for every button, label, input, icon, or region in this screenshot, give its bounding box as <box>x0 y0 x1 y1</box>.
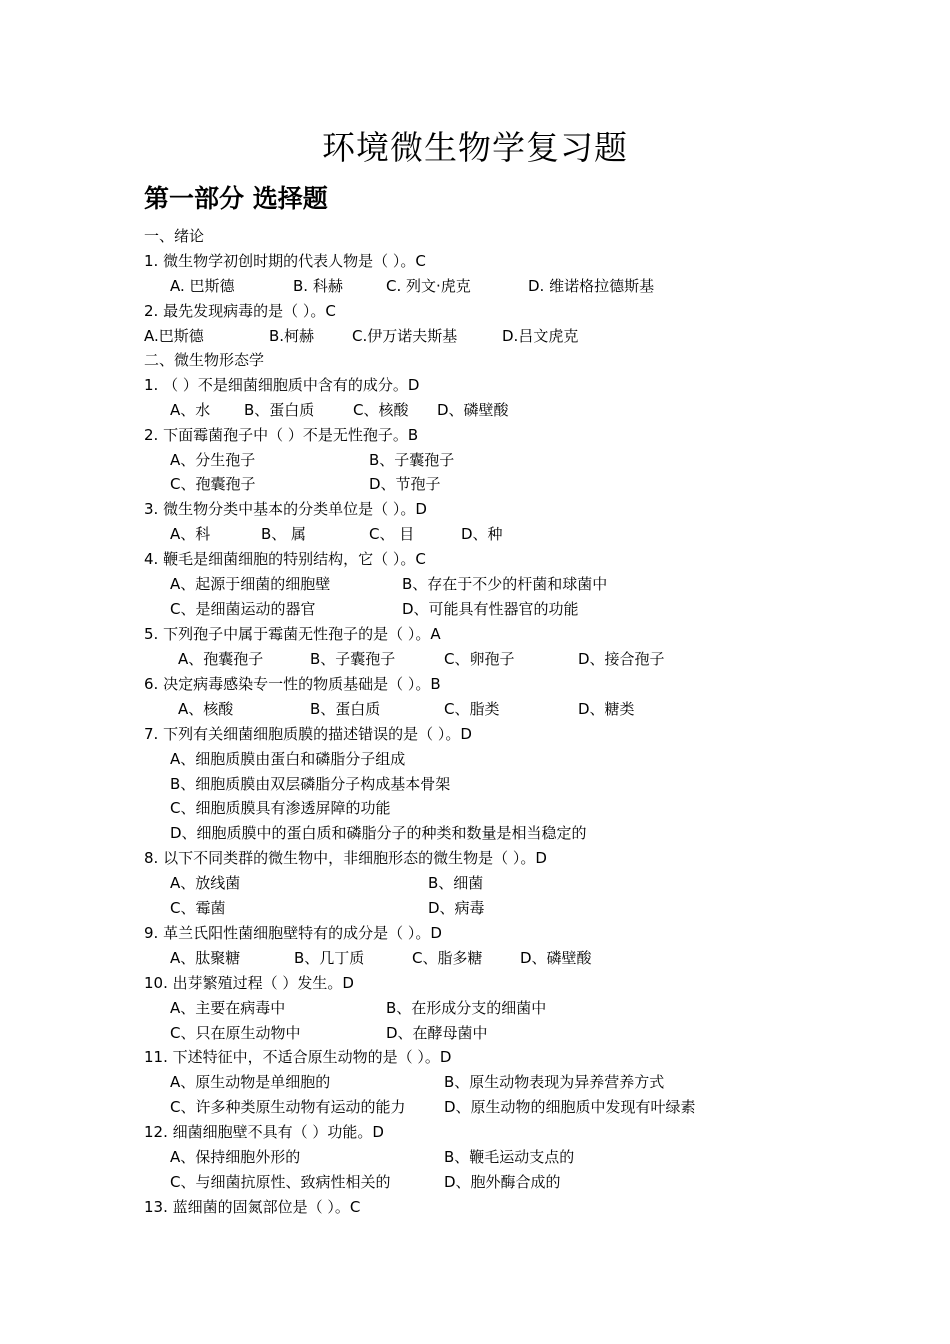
option: D、在酵母菌中 <box>386 1024 488 1042</box>
option: C.伊万诺夫斯基 <box>352 327 458 345</box>
section-heading: 一、绪论 <box>144 227 205 245</box>
question: 7. 下列有关细菌细胞质膜的描述错误的是（ ）。D <box>144 725 472 743</box>
option: D、糖类 <box>578 700 635 718</box>
option: C、脂多糖 <box>412 949 483 967</box>
option: C、 目 <box>369 525 415 543</box>
section-heading: 二、微生物形态学 <box>144 351 265 369</box>
option: D、细胞质膜中的蛋白质和磷脂分子的种类和数量是相当稳定的 <box>170 824 587 842</box>
option: A、水 <box>170 401 211 419</box>
option: D、种 <box>461 525 503 543</box>
option: A、科 <box>170 525 211 543</box>
option: A、主要在病毒中 <box>170 999 286 1017</box>
option: D. 维诺格拉德斯基 <box>528 277 655 295</box>
part-title: 第一部分 选择题 <box>144 184 328 213</box>
option: A、细胞质膜由蛋白和磷脂分子组成 <box>170 750 406 768</box>
question: 3. 微生物分类中基本的分类单位是（ ）。D <box>144 500 427 518</box>
option: A、肽聚糖 <box>170 949 241 967</box>
option: C、脂类 <box>444 700 500 718</box>
question: 2. 最先发现病毒的是（ ）。C <box>144 302 336 320</box>
option: D、胞外酶合成的 <box>444 1173 561 1191</box>
option: B、原生动物表现为异养营养方式 <box>444 1073 665 1091</box>
option: D、磷壁酸 <box>520 949 592 967</box>
option: B、蛋白质 <box>244 401 315 419</box>
option: A. 巴斯德 <box>170 277 235 295</box>
question: 2. 下面霉菌孢子中（ ）不是无性孢子。B <box>144 426 419 444</box>
option: D、可能具有性器官的功能 <box>402 600 579 618</box>
option: A、原生动物是单细胞的 <box>170 1073 331 1091</box>
option: D、接合孢子 <box>578 650 665 668</box>
option: B、存在于不少的杆菌和球菌中 <box>402 575 608 593</box>
option: A、分生孢子 <box>170 451 256 469</box>
option: B.柯赫 <box>269 327 315 345</box>
option: A.巴斯德 <box>144 327 204 345</box>
question: 10. 出芽繁殖过程（ ）发生。D <box>144 974 354 992</box>
option: C、细胞质膜具有渗透屏障的功能 <box>170 799 391 817</box>
option: C、孢囊孢子 <box>170 475 256 493</box>
question: 11. 下述特征中，不适合原生动物的是（ ）。D <box>144 1048 452 1066</box>
question: 5. 下列孢子中属于霉菌无性孢子的是（ ）。A <box>144 625 441 643</box>
option: B. 科赫 <box>293 277 343 295</box>
option: B、细菌 <box>428 874 484 892</box>
option: B、细胞质膜由双层磷脂分子构成基本骨架 <box>170 775 451 793</box>
option: B、子囊孢子 <box>310 650 396 668</box>
option: C. 列文·虎克 <box>386 277 471 295</box>
document-title: 环境微生物学复习题 <box>322 128 628 167</box>
question: 8. 以下不同类群的微生物中，非细胞形态的微生物是（ ）。D <box>144 849 547 867</box>
option: D、原生动物的细胞质中发现有叶绿素 <box>444 1098 696 1116</box>
option: C、霉菌 <box>170 899 226 917</box>
option: C、与细菌抗原性、致病性相关的 <box>170 1173 391 1191</box>
option: D、节孢子 <box>369 475 441 493</box>
question: 1. （ ）不是细菌细胞质中含有的成分。D <box>144 376 420 394</box>
option: C、是细菌运动的器官 <box>170 600 316 618</box>
question: 13. 蓝细菌的固氮部位是（ ）。C <box>144 1198 361 1216</box>
option: D、病毒 <box>428 899 485 917</box>
option: A、保持细胞外形的 <box>170 1148 301 1166</box>
question: 9. 革兰氏阳性菌细胞壁特有的成分是（ ）。D <box>144 924 442 942</box>
option: C、卵孢子 <box>444 650 515 668</box>
option: C、只在原生动物中 <box>170 1024 301 1042</box>
option: A、放线菌 <box>170 874 241 892</box>
option: D、磷壁酸 <box>437 401 509 419</box>
option: A、孢囊孢子 <box>178 650 264 668</box>
option: B、子囊孢子 <box>369 451 455 469</box>
question: 6. 决定病毒感染专一性的物质基础是（ ）。B <box>144 675 441 693</box>
question: 4. 鞭毛是细菌细胞的特别结构，它（ ）。C <box>144 550 426 568</box>
option: B、在形成分支的细菌中 <box>386 999 547 1017</box>
option: B、 属 <box>261 525 307 543</box>
option: B、蛋白质 <box>310 700 381 718</box>
option: D.吕文虎克 <box>502 327 579 345</box>
option: C、核酸 <box>353 401 409 419</box>
option: B、几丁质 <box>294 949 365 967</box>
option: B、鞭毛运动支点的 <box>444 1148 575 1166</box>
question: 12. 细菌细胞壁不具有（ ）功能。D <box>144 1123 384 1141</box>
option: C、许多种类原生动物有运动的能力 <box>170 1098 406 1116</box>
option: A、起源于细菌的细胞壁 <box>170 575 331 593</box>
option: A、核酸 <box>178 700 234 718</box>
question: 1. 微生物学初创时期的代表人物是（ ）。C <box>144 252 426 270</box>
